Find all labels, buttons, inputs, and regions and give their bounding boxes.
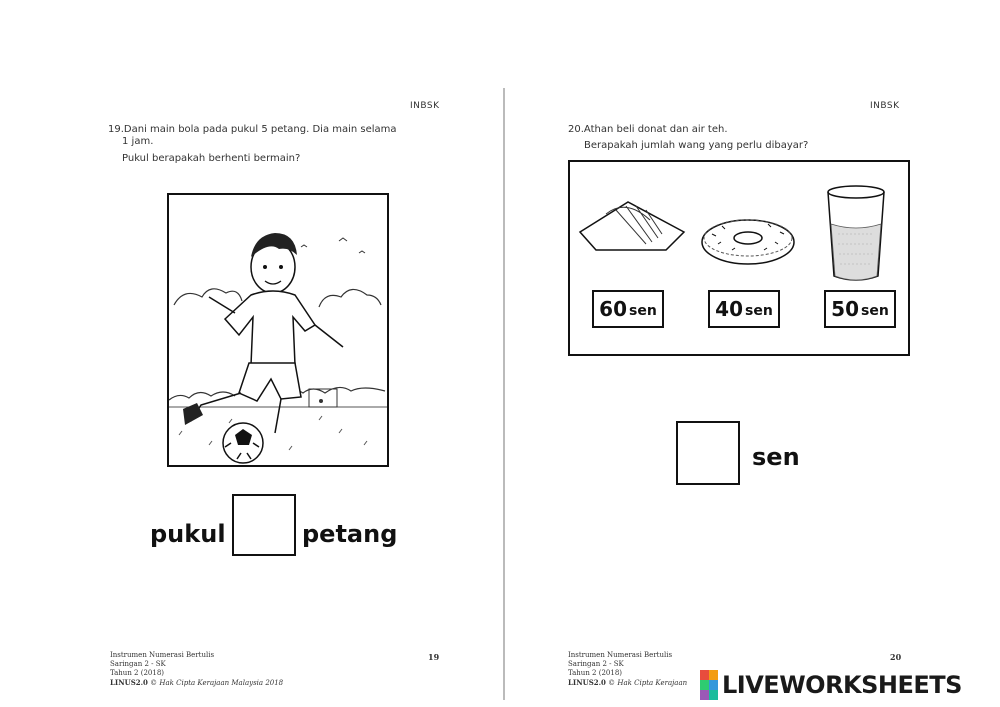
liveworksheets-logo-text: LIVEWORKSHEETS (722, 671, 962, 699)
footer-info: Instrumen Numerasi Bertulis Saringan 2 - SK Tahun 2 (2018) LINUS2.0 © Hak Cipta Kerajaan (568, 651, 688, 687)
donut-icon (698, 212, 798, 266)
boy-playing-football-illustration (167, 193, 389, 467)
answer-box-q20[interactable] (676, 421, 740, 485)
answer-prefix-label: pukul (150, 520, 226, 548)
price-tag-tea: 50 sen (824, 290, 896, 328)
footer-info: Instrumen Numerasi Bertulis Saringan 2 - SK Tahun 2 (2018) LINUS2.0 © Hak Cipta Kerajaan Malaysia 2018 (110, 651, 284, 687)
question-20-line2: Berapakah jumlah wang yang perlu dibayar? (584, 140, 809, 151)
page-number: 19 (428, 652, 440, 662)
page-number: 20 (890, 652, 902, 662)
question-19-line3: Pukul berapakah berhenti bermain? (122, 153, 301, 164)
answer-unit-label: sen (752, 443, 800, 471)
liveworksheets-logo-icon (700, 670, 718, 700)
price-tag-nasi-lemak: 60 sen (592, 290, 664, 328)
question-20-line1: 20.Athan beli donat dan air teh. (568, 124, 728, 135)
boy-football-icon (169, 195, 387, 465)
question-19-line2: 1 jam. (122, 136, 154, 147)
price-tag-donut: 40 sen (708, 290, 780, 328)
worksheet-page-20 (500, 0, 1000, 707)
nasi-lemak-icon (576, 192, 688, 256)
header-code: INBSK (410, 101, 440, 111)
question-19-line1: 19.Dani main bola pada pukul 5 petang. Dia main selama (108, 124, 397, 135)
answer-box-q19[interactable] (232, 494, 296, 556)
tea-glass-icon (824, 184, 888, 284)
liveworksheets-logo (700, 668, 962, 702)
header-code: INBSK (870, 101, 900, 111)
answer-suffix-label: petang (302, 520, 398, 548)
